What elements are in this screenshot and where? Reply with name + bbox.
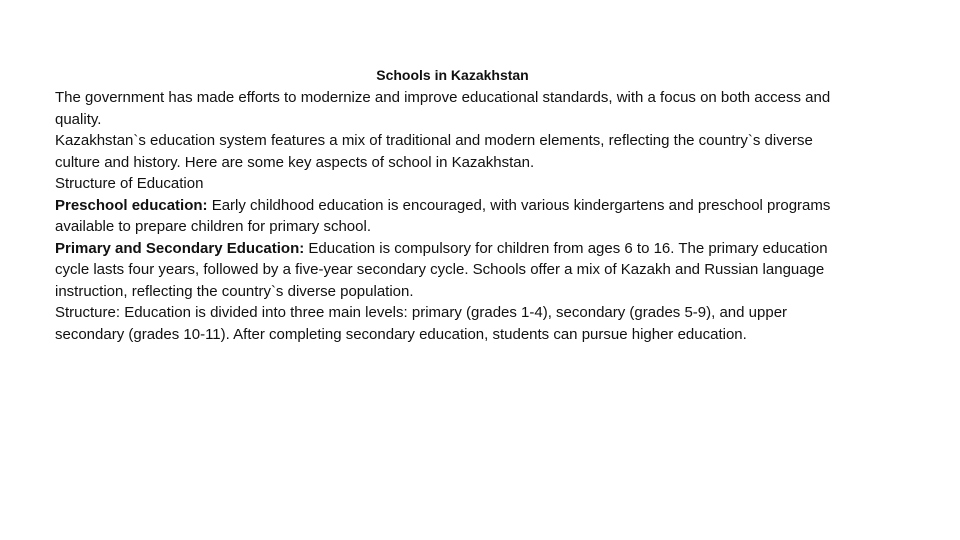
paragraph-structure-levels: Structure: Education is divided into three main levels: primary (grades 1-4), secondary (grades 5-9), and upper secondary (grades 10-11). After completing secondary education, students can pursue higher education. bbox=[55, 304, 788, 343]
paragraph-education-system-overview: Kazakhstan`s education system features a mix of traditional and modern elements, reflecting the country`s diverse culture and history. Here are some key aspects of school in Kazakhstan. bbox=[55, 132, 813, 171]
primary-secondary-label: Primary and Secondary Education: bbox=[55, 239, 305, 257]
paragraph-preschool bbox=[55, 195, 845, 238]
slide-body bbox=[55, 87, 845, 345]
preschool-text: Early childhood education is encouraged, with various kindergartens and preschool programs available to prepare children for primary school. bbox=[55, 196, 831, 235]
paragraph-structure-heading: Structure of Education bbox=[55, 175, 204, 192]
primary-secondary-text: Education is compulsory for children from ages 6 to 16. The primary education cycle lasts four years, followed by a five-year secondary cycle. Schools offer a mix of Kazakh and Russian language instruction, reflecting the country`s diverse population. bbox=[55, 239, 828, 300]
preschool-label: Preschool education: bbox=[55, 196, 208, 214]
slide-title: Schools in Kazakhstan bbox=[376, 67, 529, 83]
paragraph-government-efforts: The government has made efforts to modernize and improve educational standards, with a focus on both access and quality. bbox=[55, 89, 831, 128]
paragraph-primary-secondary bbox=[55, 238, 845, 303]
